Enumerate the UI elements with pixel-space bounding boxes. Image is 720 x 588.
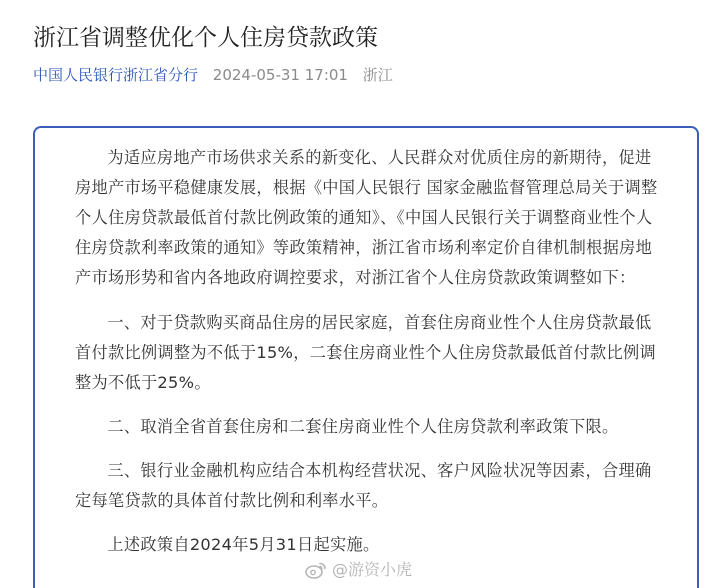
policy-item-2: 二、取消全省首套住房和二套住房商业性个人住房贷款利率政策下限。 [107,417,619,436]
publish-time: 2024-05-31 17:01 [212,66,348,84]
source-link[interactable]: 中国人民银行浙江省分行 [33,66,199,84]
page-title: 浙江省调整优化个人住房贷款政策 [33,25,378,51]
closing-paragraph: 上述政策自2024年5月31日起实施。 [107,535,380,554]
article-meta [33,65,393,85]
intro-paragraph: 为适应房地产市场供求关系的新变化、人民群众对优质住房的新期待，促进房地产市场平稳健康发展，根据《中国人民银行 国家金融监督管理总局关于调整个人住房贷款最低首付款比例政策的通知》、《中国人民银行关于调整商业性个人住房贷款利率政策的通知》等政策精神，浙江省市场利率定价自律机制根据房地产市场形势和省内各地政府调控要求，对浙江省个人住房贷款政策调整如下： [75,148,658,287]
watermark-text: @游资小虎 [332,560,413,579]
watermark [305,560,412,580]
policy-item-3: 三、银行业金融机构应结合本机构经营状况、客户风险状况等因素，合理确定每笔贷款的具体首付款比例和利率水平。 [75,461,652,510]
policy-content-card [33,126,699,588]
policy-item-1: 一、对于贷款购买商品住房的居民家庭，首套住房商业性个人住房贷款最低首付款比例调整为不低于15%，二套住房商业性个人住房贷款最低首付款比例调整为不低于25%。 [75,313,656,392]
weibo-icon [305,561,327,579]
publish-location: 浙江 [362,66,393,84]
